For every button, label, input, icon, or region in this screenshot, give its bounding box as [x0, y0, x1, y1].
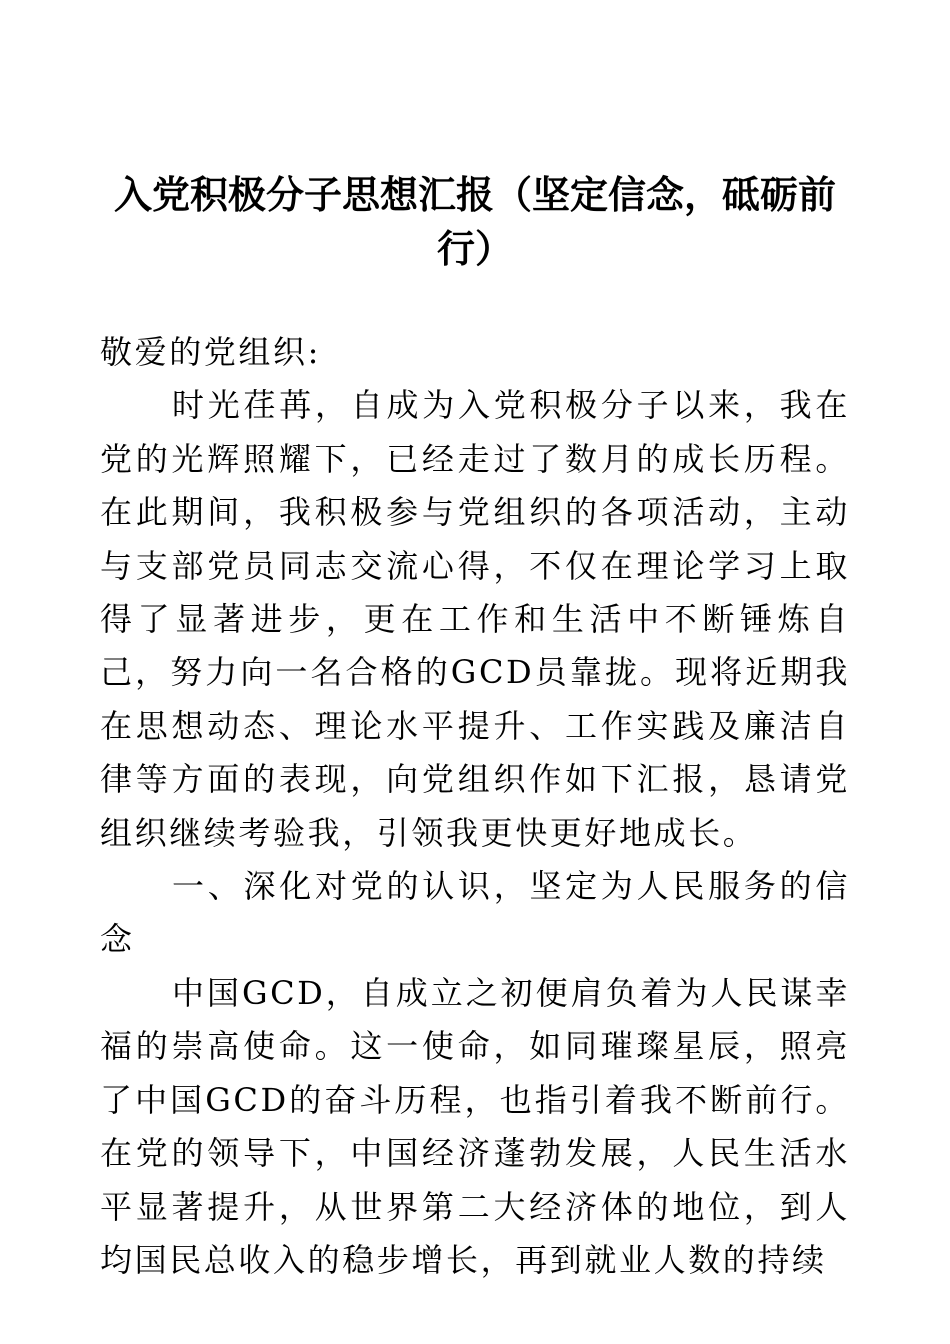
- document-title: 入党积极分子思想汇报（坚定信念，砥砺前行）: [113, 172, 836, 271]
- section-heading-1: 一、深化对党的认识，坚定为人民服务的信念: [100, 867, 850, 959]
- paragraph-section-1: 中国GCD，自成立之初便肩负着为人民谋幸福的崇高使命。这一使命，如同璀璨星辰，照亮了中国GCD的奋斗历程，也指引着我不断前行。在党的领导下，中国经济蓬勃发展，人民生活水平显著提升，从世界第二大经济体的地位，到人均国民总收入的稳步增长，再到就业人数的持续: [100, 973, 850, 1279]
- salutation: 敬爱的党组织:: [100, 333, 321, 371]
- document-body: [100, 326, 850, 1287]
- paragraph-intro: 时光荏苒，自成为入党积极分子以来，我在党的光辉照耀下，已经走过了数月的成长历程。在此期间，我积极参与党组织的各项活动，主动与支部党员同志交流心得，不仅在理论学习上取得了显著进步，更在工作和生活中不断锤炼自己，努力向一名合格的GCD员靠拢。现将近期我在思想动态、理论水平提升、工作实践及廉洁自律等方面的表现，向党组织作如下汇报，恳请党组织继续考验我，引领我更快更好地成长。: [100, 386, 850, 852]
